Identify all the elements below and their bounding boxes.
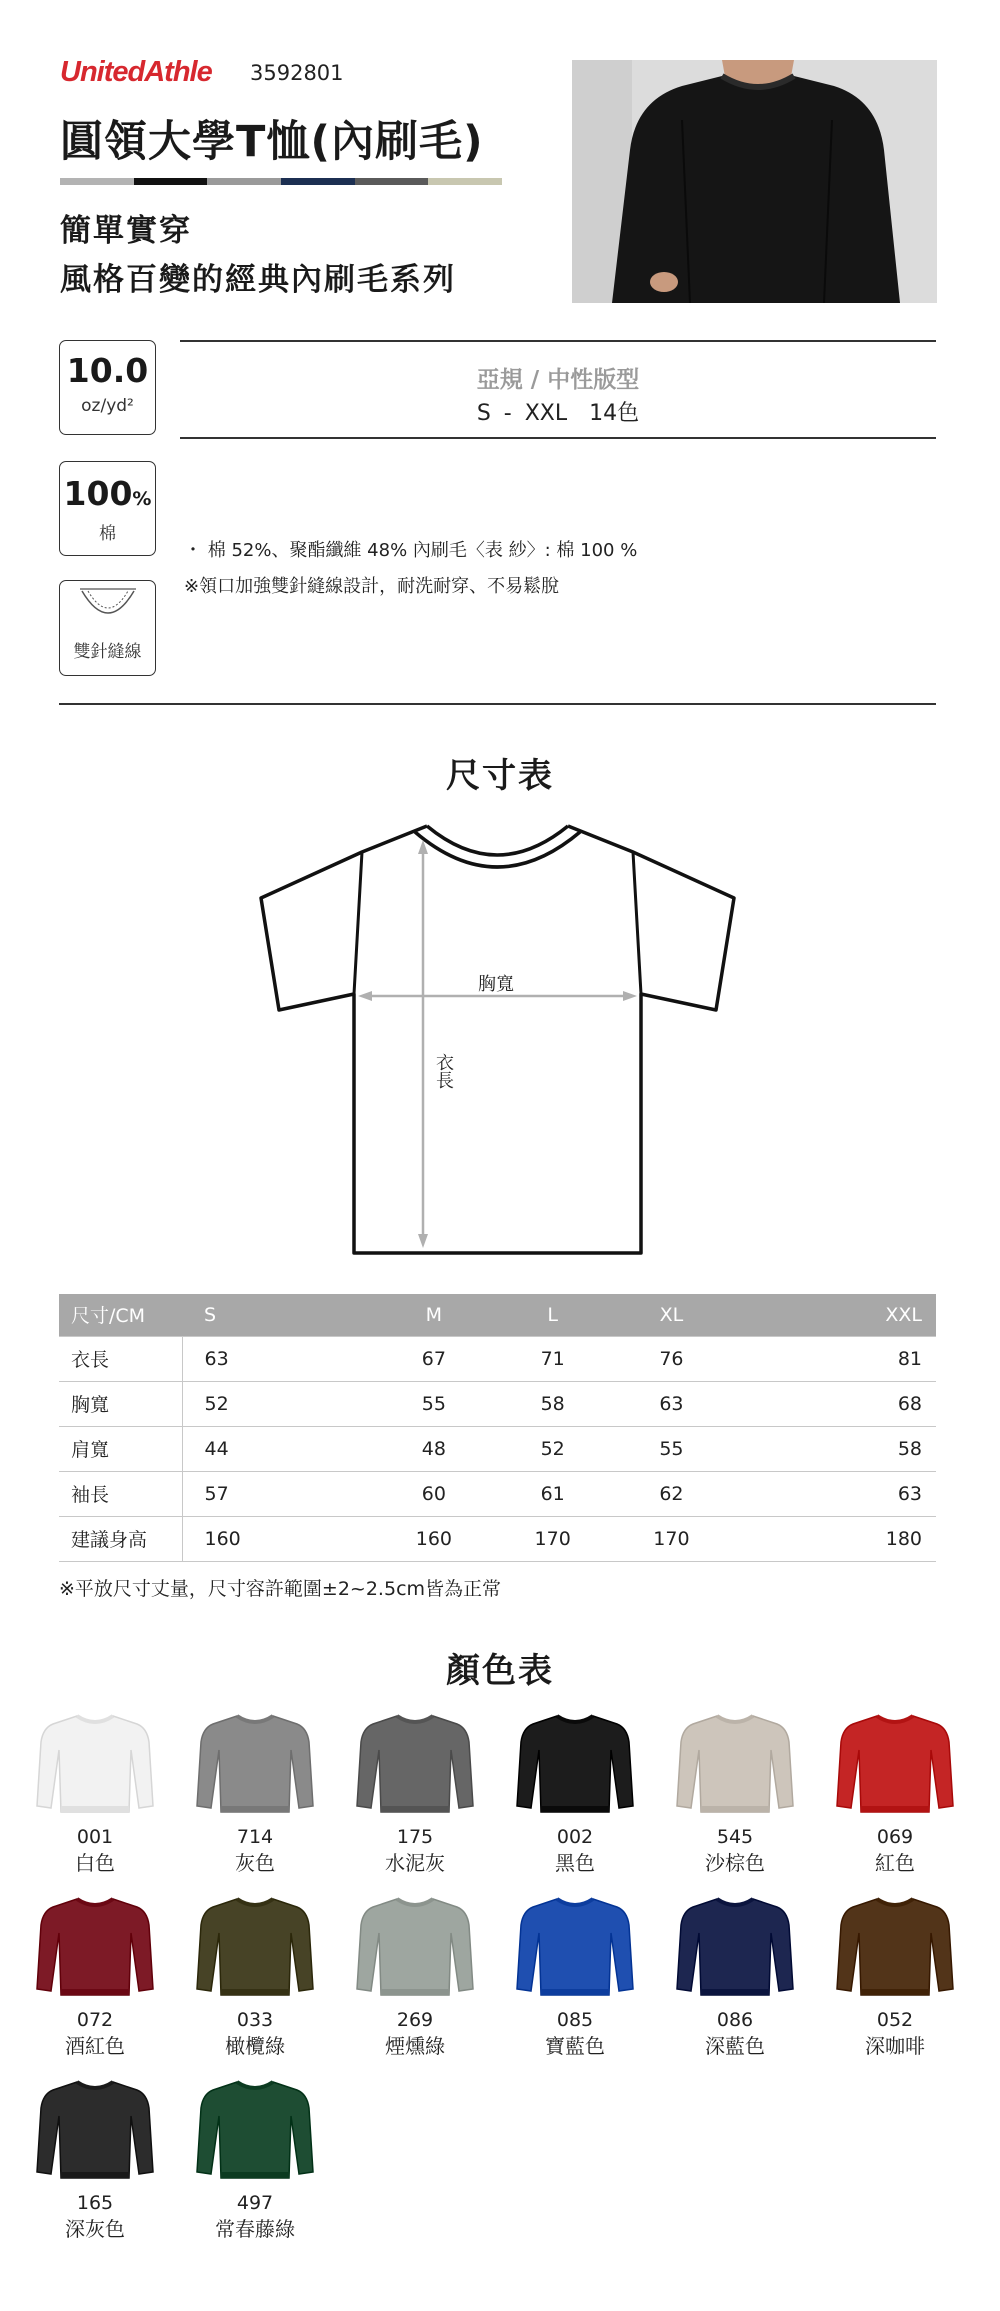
- fit-size: S - XXL 14色: [476, 401, 640, 426]
- sweatshirt-icon: [355, 1893, 475, 2001]
- sweatshirt-icon: [515, 1710, 635, 1818]
- size-table-header-cell: XXL: [731, 1294, 936, 1336]
- size-table-header-cell: 尺寸/CM: [59, 1294, 182, 1336]
- weight-unit: oz/yd²: [81, 396, 134, 416]
- color-swatch[interactable]: [505, 1893, 645, 2060]
- size-value: 57: [182, 1471, 374, 1516]
- table-row: [59, 1516, 936, 1561]
- table-row: [59, 1426, 936, 1471]
- color-code: 714: [236, 1826, 274, 1848]
- color-code: 002: [556, 1826, 594, 1848]
- size-value: 52: [493, 1426, 612, 1471]
- color-code: 497: [236, 2192, 274, 2214]
- size-table-header: [59, 1294, 936, 1336]
- color-name: 灰色: [235, 1850, 275, 1875]
- size-value: 160: [182, 1516, 374, 1561]
- diagram-length-label: 衣長: [433, 1053, 454, 1089]
- size-value: 63: [731, 1471, 936, 1516]
- divider: [180, 437, 936, 439]
- stripe-segment: [207, 178, 281, 185]
- fit-title: 亞規 / 中性版型: [476, 367, 640, 393]
- color-swatch[interactable]: [825, 1710, 965, 1877]
- fabric-weight-badge: [59, 340, 156, 435]
- size-value: 180: [731, 1516, 936, 1561]
- size-value: 62: [612, 1471, 731, 1516]
- color-code: 165: [76, 2192, 114, 2214]
- color-name: 白色: [75, 1850, 115, 1875]
- stitch-badge: [59, 580, 156, 676]
- color-swatch[interactable]: [185, 2076, 325, 2243]
- material-text: ・ 棉 52%、聚酯纖維 48% 內刷毛〈表 紗〉: 棉 100 %: [184, 540, 638, 561]
- stripe-segment: [355, 178, 429, 185]
- size-chart-title: 尺寸表: [446, 756, 554, 796]
- color-name: 水泥灰: [385, 1850, 445, 1875]
- sweatshirt-icon: [195, 2076, 315, 2184]
- color-name: 常春藤綠: [215, 2216, 295, 2241]
- size-table-header-cell: XL: [612, 1294, 731, 1336]
- color-name: 酒紅色: [65, 2033, 125, 2058]
- size-value: 52: [182, 1381, 374, 1426]
- sweatshirt-icon: [35, 2076, 155, 2184]
- size-value: 71: [493, 1336, 612, 1381]
- color-name: 深灰色: [65, 2216, 125, 2241]
- size-value: 76: [612, 1336, 731, 1381]
- color-name: 深咖啡: [865, 2033, 925, 2058]
- stripe-segment: [281, 178, 355, 185]
- stripe-segment: [60, 178, 134, 185]
- color-code: 085: [556, 2009, 594, 2031]
- color-swatch[interactable]: [25, 2076, 165, 2243]
- color-name: 紅色: [875, 1850, 915, 1875]
- color-code: 069: [876, 1826, 914, 1848]
- product-code: 3592801: [250, 61, 344, 85]
- size-value: 58: [493, 1381, 612, 1426]
- size-value: 55: [612, 1426, 731, 1471]
- color-swatch[interactable]: [25, 1893, 165, 2060]
- color-swatch[interactable]: [825, 1893, 965, 2060]
- row-label: 胸寬: [59, 1381, 182, 1426]
- sweatshirt-icon: [35, 1710, 155, 1818]
- color-swatch[interactable]: [185, 1893, 325, 2060]
- size-value: 60: [374, 1471, 493, 1516]
- color-swatch[interactable]: [665, 1710, 805, 1877]
- size-value: 81: [731, 1336, 936, 1381]
- sweatshirt-icon: [195, 1893, 315, 2001]
- color-code: 072: [76, 2009, 114, 2031]
- subtitle-line-1: 簡單實穿: [60, 213, 192, 249]
- cotton-badge: [59, 461, 156, 556]
- sweatshirt-icon: [675, 1893, 795, 2001]
- color-swatch[interactable]: [345, 1893, 485, 2060]
- color-code: 033: [236, 2009, 274, 2031]
- size-value: 170: [493, 1516, 612, 1561]
- color-code: 052: [876, 2009, 914, 2031]
- size-table-header-cell: M: [374, 1294, 493, 1336]
- row-label: 衣長: [59, 1336, 182, 1381]
- table-row: [59, 1471, 936, 1516]
- size-table: [59, 1294, 936, 1562]
- size-value: 44: [182, 1426, 374, 1471]
- diagram-chest-label: 胸寬: [478, 974, 514, 995]
- sweatshirt-icon: [515, 1893, 635, 2001]
- row-label: 袖長: [59, 1471, 182, 1516]
- color-code: 175: [396, 1826, 434, 1848]
- stripe-segment: [428, 178, 502, 185]
- divider: [59, 703, 936, 705]
- sweatshirt-icon: [675, 1710, 795, 1818]
- color-swatch[interactable]: [345, 1710, 485, 1877]
- cotton-percent: %: [132, 488, 152, 510]
- size-table-header-cell: S: [182, 1294, 374, 1336]
- subtitle-line-2: 風格百變的經典內刷毛系列: [60, 262, 456, 298]
- table-row: [59, 1336, 936, 1381]
- size-value: 55: [374, 1381, 493, 1426]
- color-name: 深藍色: [705, 2033, 765, 2058]
- size-value: 63: [612, 1381, 731, 1426]
- feature-text: ※領口加強雙針縫線設計，耐洗耐穿、不易鬆脫: [184, 576, 560, 597]
- color-name: 橄欖綠: [225, 2033, 285, 2058]
- collar-stitch-icon: [78, 587, 138, 629]
- color-name: 煙燻綠: [385, 2033, 445, 2058]
- size-value: 67: [374, 1336, 493, 1381]
- color-swatch[interactable]: [185, 1710, 325, 1877]
- table-row: [59, 1381, 936, 1426]
- cotton-value: 100: [63, 474, 133, 513]
- stripe-segment: [134, 178, 208, 185]
- size-table-header-cell: L: [493, 1294, 612, 1336]
- row-label: 建議身高: [59, 1516, 182, 1561]
- size-value: 48: [374, 1426, 493, 1471]
- color-name: 黑色: [555, 1850, 595, 1875]
- size-value: 68: [731, 1381, 936, 1426]
- product-photo: [572, 60, 937, 303]
- shirt-diagram: [255, 820, 745, 1260]
- color-code: 545: [716, 1826, 754, 1848]
- weight-value: 10.0: [66, 351, 149, 390]
- cotton-label: 棉: [99, 524, 116, 544]
- divider: [180, 340, 936, 342]
- size-value: 61: [493, 1471, 612, 1516]
- sweatshirt-icon: [835, 1893, 955, 2001]
- sweatshirt-icon: [355, 1710, 475, 1818]
- size-value: 58: [731, 1426, 936, 1471]
- color-code: 001: [76, 1826, 114, 1848]
- sweatshirt-icon: [835, 1710, 955, 1818]
- stitch-label: 雙針縫線: [73, 642, 142, 662]
- color-code: 269: [396, 2009, 434, 2031]
- color-swatch[interactable]: [25, 1710, 165, 1877]
- product-title: 圓領大學T恤(內刷毛): [60, 117, 484, 167]
- size-value: 170: [612, 1516, 731, 1561]
- color-chart-title: 顏色表: [446, 1651, 554, 1691]
- shirt-outline-icon: [255, 820, 745, 1260]
- color-name: 沙棕色: [705, 1850, 765, 1875]
- color-name: 寶藍色: [545, 2033, 605, 2058]
- color-code: 086: [716, 2009, 754, 2031]
- color-stripe: [60, 178, 502, 185]
- sweatshirt-icon: [195, 1710, 315, 1818]
- sweatshirt-icon: [35, 1893, 155, 2001]
- brand-logo: UnitedAthle: [60, 56, 212, 88]
- size-value: 63: [182, 1336, 374, 1381]
- row-label: 肩寬: [59, 1426, 182, 1471]
- size-value: 160: [374, 1516, 493, 1561]
- size-note: ※平放尺寸丈量，尺寸容許範圍±2~2.5cm皆為正常: [59, 1578, 502, 1600]
- color-swatch[interactable]: [505, 1710, 645, 1877]
- color-swatch[interactable]: [665, 1893, 805, 2060]
